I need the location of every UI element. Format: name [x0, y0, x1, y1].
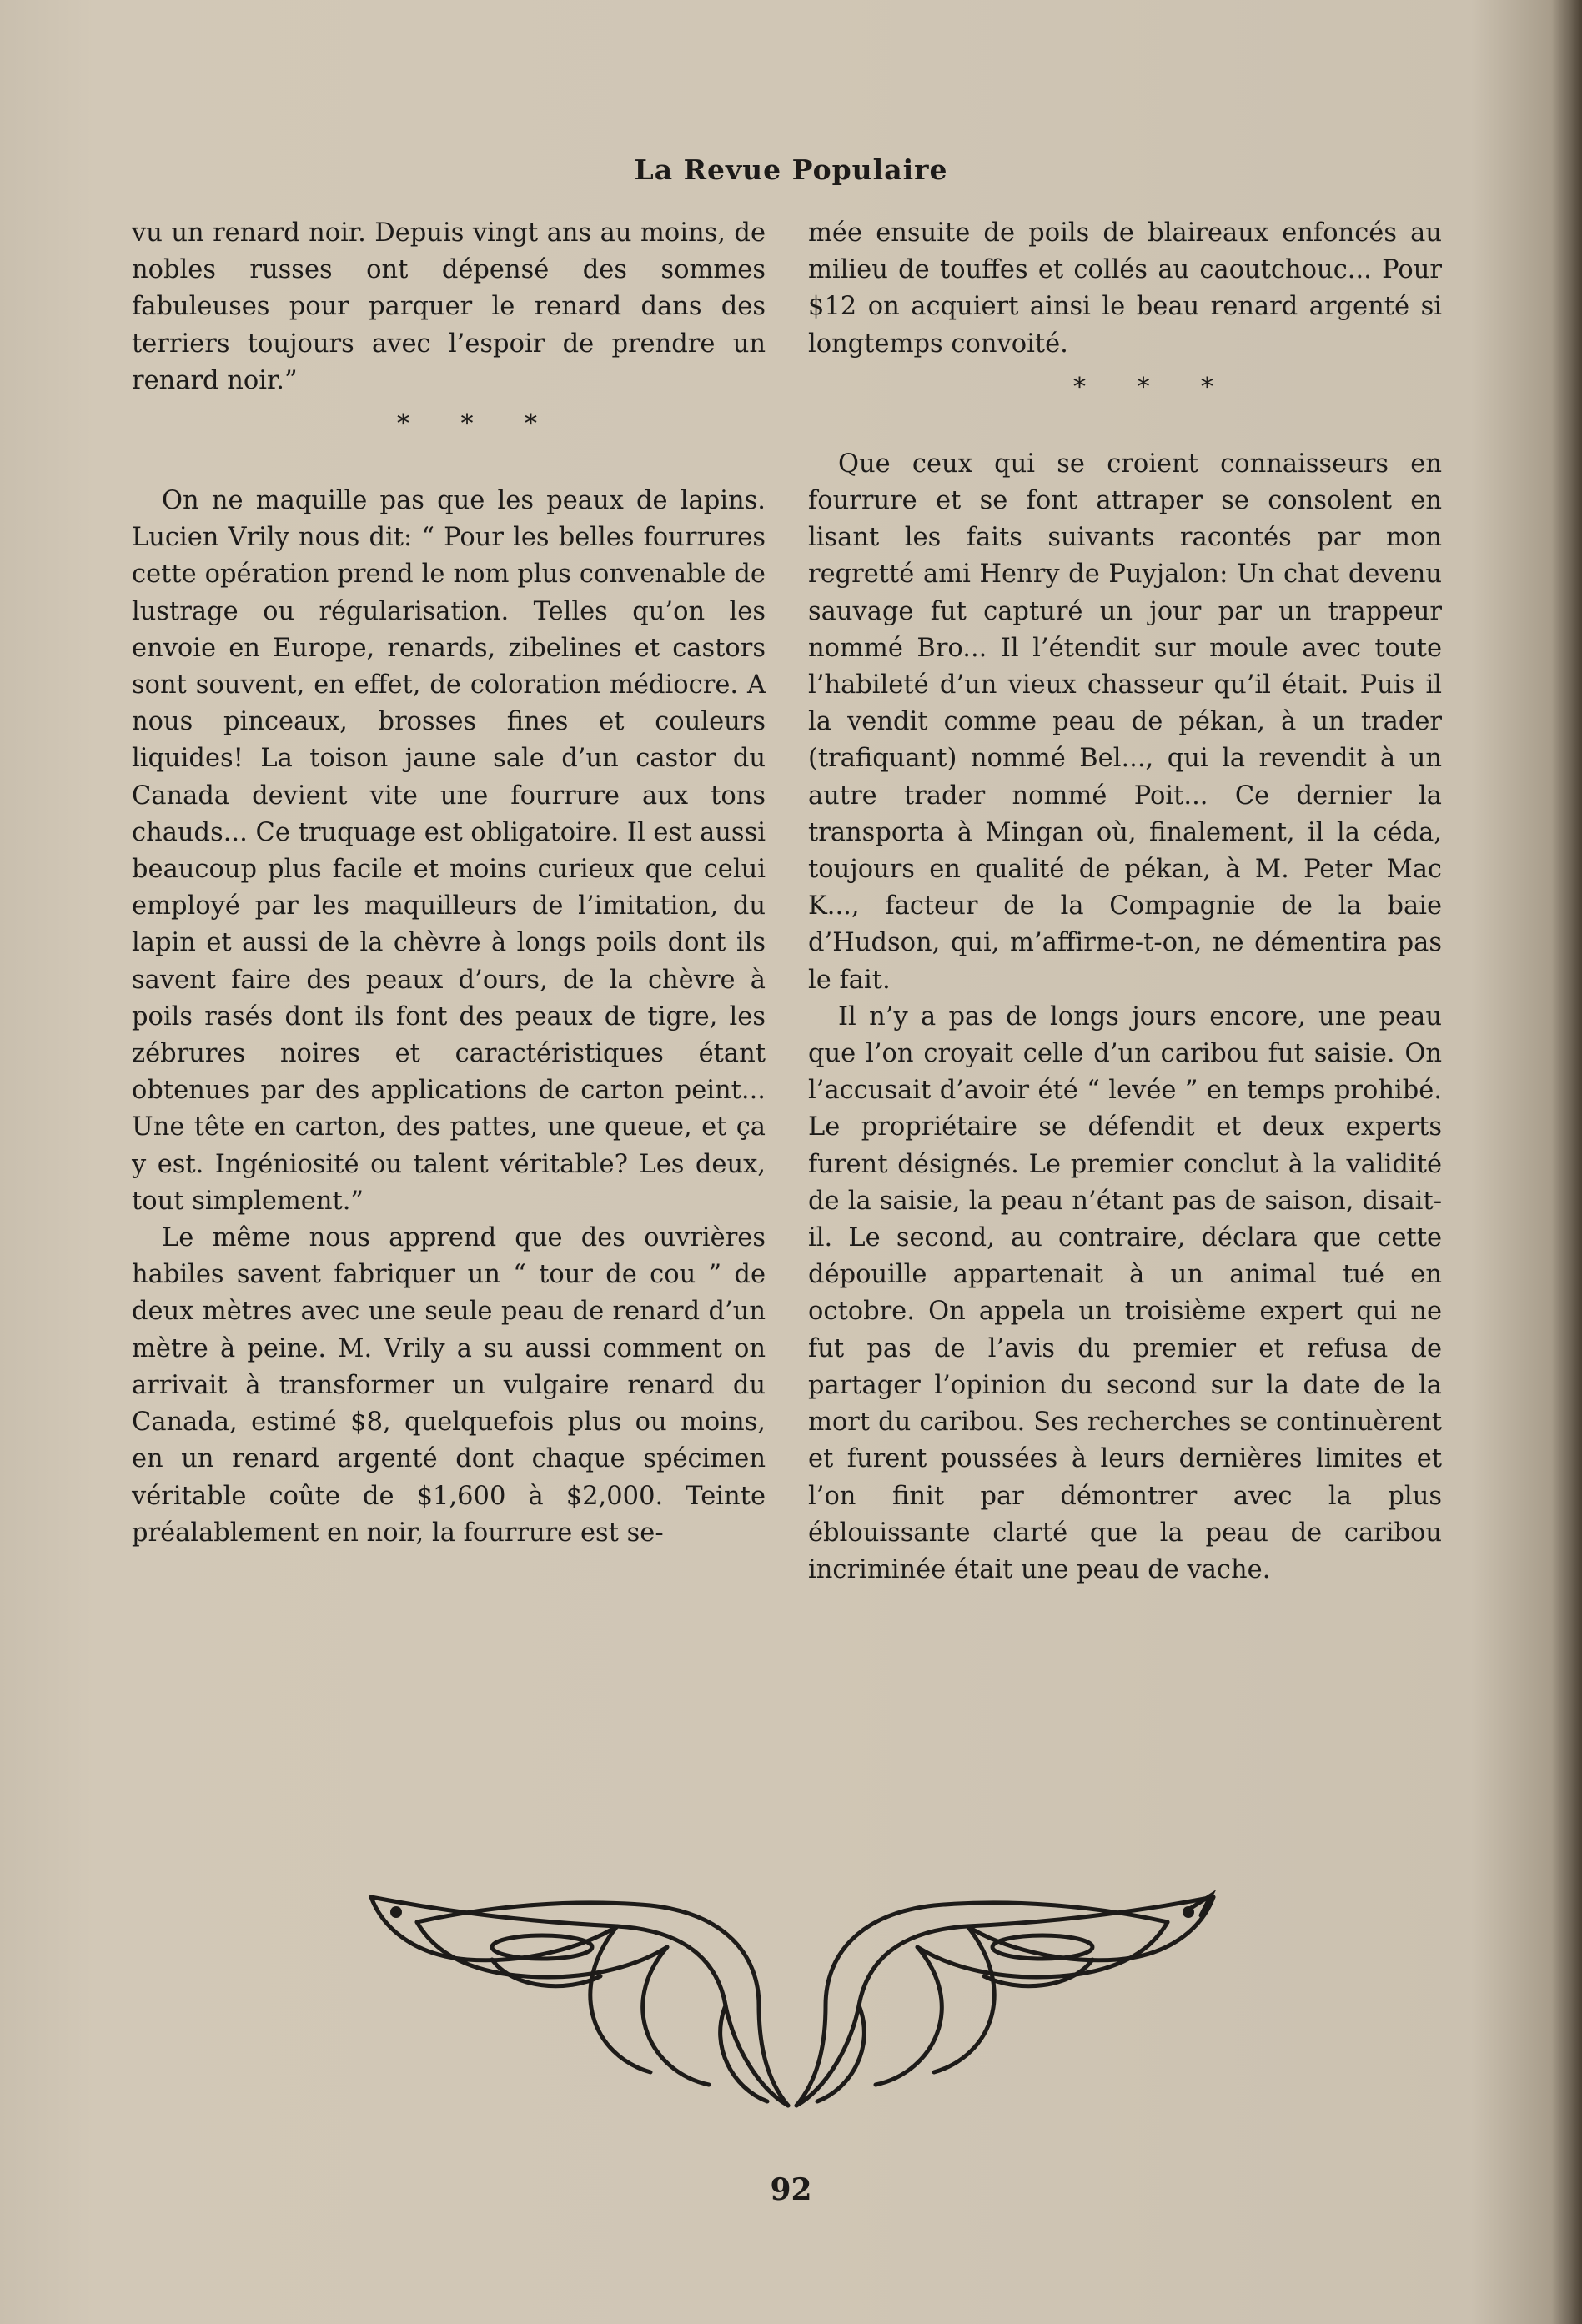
section-divider: * * *	[1072, 372, 1236, 402]
page-edge-shadow	[1552, 0, 1582, 2324]
paragraph: Que ceux qui se croient connaisseurs en fourrure et se font attraper se consolent en lisant les faits suivants racontés par mon regretté ami Henry de Puyjalon: Un chat devenu sauvage fut capturé un jour par un trappeur nommé Bro... Il l’étendit sur moule avec toute l’habileté d’un vieux chasseur qu’il était. Puis il la vendit comme peau de pékan, à un trader (trafiquant) nommé Bel..., qui la revendit à un autre trader nommé Poit... Ce dernier la transporta à Mingan où, finalement, il la céda, toujours en qualité de pékan, à M. Peter Mac K..., facteur de la Compagnie de la baie d’Hudson, qui, m’affirme-t-on, ne démentira pas le fait.	[808, 449, 1442, 995]
art-nouveau-ornament-icon	[367, 1880, 1218, 2114]
section-divider: * * *	[396, 409, 560, 439]
paragraph: Il n’y a pas de longs jours encore, une peau que l’on croyait celle d’un caribou fut saisie. On l’accusait d’avoir été “ levée ” en temps prohibé. Le propriétaire se défendit et deux experts furent désignés. Le premier conclut à la validité de la saisie, la peau n’étant pas de saison, disait-il. Le second, au contraire, déclara que cette dépouille appartenait à un animal tué en octobre. On appela un troisième expert qui ne fut pas de l’avis du premier et refusa de partager l’opinion du second sur la date de la mort du caribou. Ses recherches se continuèrent et furent poussées à leurs dernières limites et l’on finit par démontrer avec la plus éblouissante clarté que la peau de caribou incriminée était une peau de vache.	[808, 1001, 1442, 1584]
right-column	[808, 215, 1442, 1589]
paragraph: On ne maquille pas que les peaux de lapins. Lucien Vrily nous dit: “ Pour les belles fourrures cette opération prend le nom plus convenable de lustrage ou régularisation. Telles qu’on les envoie en Europe, renards, zibelines et castors sont souvent, en effet, de coloration médiocre. A nous pinceaux, brosses fines et couleurs liquides! La toison jaune sale d’un castor du Canada devient vite une fourrure aux tons chauds... Ce truquage est obligatoire. Il est aussi beaucoup plus facile et moins curieux que celui employé par les maquilleurs de l’imitation, du lapin et aussi de la chèvre à longs poils dont ils savent faire des peaux d’ours, de la chèvre à poils rasés dont ils font des peaux de tigre, les zébrures noires et caractéristiques étant obtenues par des applications de carton peint... Une tête en carton, des pattes, une queue, et ça y est. Ingéniosité ou talent véritable? Les deux, tout simplement.”	[132, 486, 766, 1216]
left-column	[132, 215, 766, 1552]
paragraph: Le même nous apprend que des ouvrières habiles savent fabriquer un “ tour de cou ” de deux mètres avec une seule peau de renard d’un mètre à peine. M. Vrily a su aussi comment on arrivait à transformer un vulgaire renard du Canada, estimé $8, quelquefois plus ou moins, en un renard argenté dont chaque spécimen véritable coûte de $1,600 à $2,000. Teinte préalablement en noir, la fourrure est se-	[132, 1223, 766, 1548]
running-header: La Revue Populaire	[634, 153, 948, 186]
paragraph: mée ensuite de poils de blaireaux enfoncés au milieu de touffes et collés au caoutchouc... Pour $12 on acquiert ainsi le beau renard argenté si longtemps convoité.	[808, 218, 1442, 359]
page-number: 92	[770, 2172, 812, 2207]
paragraph: vu un renard noir. Depuis vingt ans au moins, de nobles russes ont dépensé des sommes fabuleuses pour parquer le renard dans des terriers toujours avec l’espoir de prendre un renard noir.”	[132, 218, 766, 395]
